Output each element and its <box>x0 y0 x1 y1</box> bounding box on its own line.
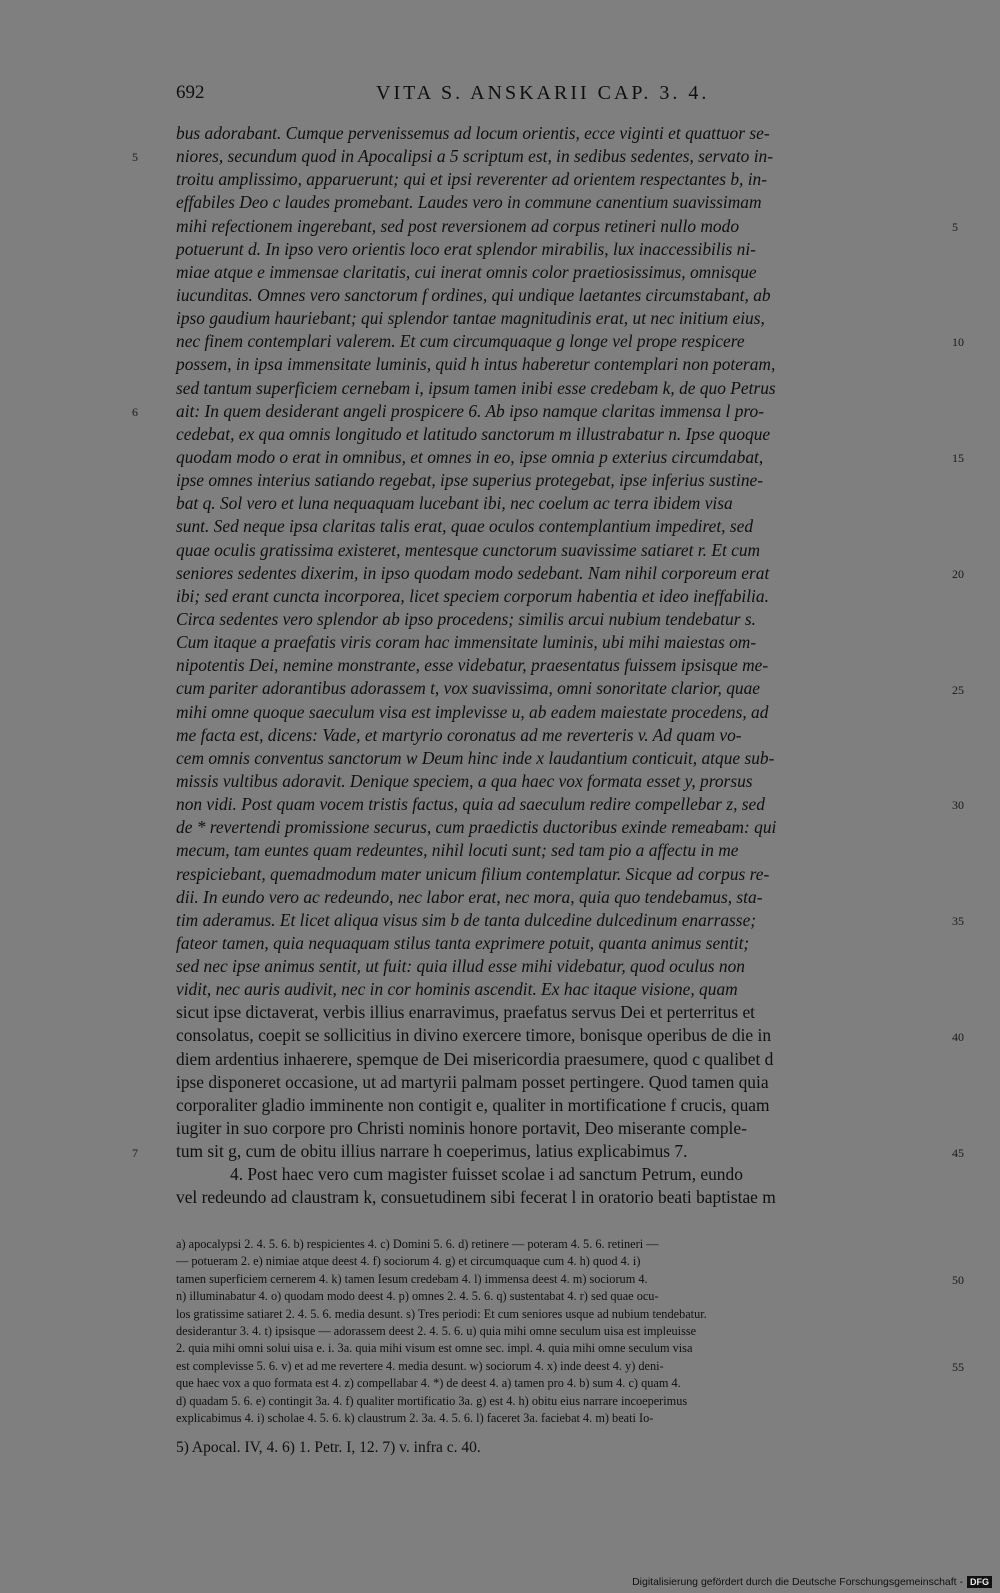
line-number: 50 <box>952 1272 964 1287</box>
digitization-footer <box>632 1576 992 1588</box>
text-line: quae oculis gratissima existeret, mentesque cunctorum suavissime satiaret r. Et cum <box>176 539 761 560</box>
text-line: seniores sedentes dixerim, in ipso quodam modo sedebant. Nam nihil corporeum erat <box>176 562 770 583</box>
text-line: respiciebant, quemadmodum mater unicum filium contemplatur. Sicque ad corpus re- <box>176 863 770 884</box>
line-number: 30 <box>952 798 964 813</box>
text-line: vidit, nec auris audivit, nec in cor hominis ascendit. Ex hac itaque visione, quam <box>176 979 738 1000</box>
source-note-marker: 6 <box>132 404 138 419</box>
source-note-marker: 5 <box>132 150 138 165</box>
text-line: tum sit g, cum de obitu illius narrare h coeperimus, latius explicabimus 7. <box>176 1141 688 1162</box>
footnote-line: d) quadam 5. 6. e) contingit 3a. 4. f) qualiter mortificatio 3a. g) est 4. h) obitu eius narrare incoeperimus <box>176 1393 688 1408</box>
footnote-line: — potueram 2. e) nimiae atque deest 4. f) sociorum 4. g) et circumquaque cum 4. h) quod 4. i) <box>176 1254 641 1269</box>
text-line: mihi omne quoque saeculum visa est implevisse u, ab eadem maiestate procedens, ad <box>176 701 769 722</box>
text-line: mecum, tam euntes quam redeuntes, nihil locuti sunt; sed tam pio a affectu in me <box>176 840 739 861</box>
text-line: bat q. Sol vero et luna nequaquam lucebant ibi, nec coelum ac terra ibidem visa <box>176 493 733 514</box>
source-note-marker: 7 <box>132 1145 138 1160</box>
line-number: 10 <box>952 335 964 350</box>
text-line: cem omnis conventus sanctorum w Deum hinc inde x laudantium conticuit, atque sub- <box>176 747 775 768</box>
text-line: ipse disponeret occasione, ut ad martyrii palmam posset pertingere. Quod tamen quia <box>176 1071 769 1092</box>
line-number: 5 <box>952 219 958 234</box>
text-line: cedebat, ex qua omnis longitudo et latitudo sanctorum m illustrabatur n. Ipse quoque <box>176 423 771 444</box>
text-line: missis vultibus adoravit. Denique speciem, a qua haec vox formata esset y, prorsus <box>176 770 753 791</box>
text-line: possem, in ipsa immensitate luminis, quid h intus haberetur contemplari non poteram, <box>176 354 776 375</box>
text-line: cum pariter adorantibus adorassem t, vox suavissima, omni sonoritate clarior, quae <box>176 678 761 699</box>
footnote-line: los gratissime satiaret 2. 4. 5. 6. media desunt. s) Tres periodi: Et cum seniores usque ad nubium tendebatur. <box>176 1306 707 1321</box>
footnote-line: n) illuminabatur 4. o) quodam modo deest 4. p) omnes 2. 4. 5. 6. q) sustentabat 4. r) sed quae ocu- <box>176 1289 659 1304</box>
footnote-line: explicabimus 4. i) scholae 4. 5. 6. k) claustrum 2. 3a. 4. 5. 6. l) faceret 3a. faciebat 4. m) beati Io- <box>176 1410 654 1425</box>
footnote-line: tamen superficiem cernerem 4. k) tamen Iesum credebam 4. l) immensa deest 4. m) sociorum 4. <box>176 1271 648 1286</box>
footnote-line: 2. quia mihi omni solui uisa e. i. 3a. quia mihi visum est omne sec. impl. 4. quia mihi omne seculum visa <box>176 1341 693 1356</box>
line-number: 55 <box>952 1359 964 1374</box>
text-line: Circa sedentes vero splendor ab ipso procedens; similis arcui nubium tendebatur s. <box>176 608 756 629</box>
text-line: iugiter in suo corpore pro Christi nominis honore portavit, Deo miserante comple- <box>176 1118 747 1139</box>
text-line: miae atque e immensae claritatis, cui inerat omnis color praetiosissimus, omnisque <box>176 261 757 282</box>
dfg-logo: DFG <box>967 1576 992 1588</box>
text-line: fateor tamen, quia nequaquam stilus tanta exprimere potuit, quanta animus sentit; <box>176 932 750 953</box>
text-line: sicut ipse dictaverat, verbis illius enarravimus, praefatus servus Dei et perterritus et <box>176 1002 756 1023</box>
footnote-line: a) apocalypsi 2. 4. 5. 6. b) respicientes 4. c) Domini 5. 6. d) retinere — poteram 4. 5. 6. retineri — <box>176 1237 659 1251</box>
text-line: niores, secundum quod in Apocalipsi a 5 scriptum est, in sedibus sedentes, servato in- <box>176 146 774 167</box>
text-line: ipse omnes interius satiando regebat, ipse superius protegebat, ipse inferius sustine- <box>176 470 764 491</box>
line-number: 15 <box>952 451 964 466</box>
text-line: me facta est, dicens: Vade, et martyrio coronatus ad me reverteris v. Ad quam vo- <box>176 724 742 745</box>
text-line: 4. Post haec vero cum magister fuisset scolae i ad sanctum Petrum, eundo <box>230 1164 743 1185</box>
footnote-line: est complevisse 5. 6. v) et ad me revertere 4. media desunt. w) sociorum 4. x) inde deest 4. y) deni- <box>176 1358 664 1373</box>
text-line: sed nec ipse animus sentit, ut fuit: quia illud esse mihi videbatur, quod oculus non <box>176 956 746 977</box>
text-line: ait: In quem desiderant angeli prospicere 6. Ab ipso namque claritas immensa l pro- <box>176 400 764 421</box>
text-line: vel redeundo ad claustram k, consuetudinem sibi fecerat l in oratorio beati baptistae m <box>176 1187 776 1208</box>
text-line: diem ardentius inhaerere, spemque de Dei misericordia praesumere, quod c qualibet d <box>176 1048 774 1069</box>
text-line: tim aderamus. Et licet aliqua visus sim b de tanta dulcedine dulcedinum enarrasse; <box>176 909 757 930</box>
line-number: 45 <box>952 1145 964 1160</box>
text-line: potuerunt d. In ipso vero orientis loco erat splendor mirabilis, lux inaccessibilis ni- <box>176 238 756 259</box>
line-number: 40 <box>952 1029 964 1044</box>
footnote-line: desiderantur 3. 4. t) ipsisque — adorassem deest 2. 4. 5. 6. u) quia mihi omne seculum uisa est impleuisse <box>176 1323 697 1338</box>
footnote-line: que haec vox a quo formata est 4. z) compellabar 4. *) de deest 4. a) tamen pro 4. b) sum 4. c) quam 4. <box>176 1376 681 1391</box>
text-line: de * revertendi promissione securus, cum praedictis ductoribus exinde remeabam: qui <box>176 817 777 838</box>
text-line: troitu amplissimo, apparuerunt; qui et ipsi reverenter ad orientem respectantes b, in- <box>176 169 768 190</box>
line-number: 35 <box>952 914 964 929</box>
text-line: ibi; sed erant cuncta incorporea, licet speciem corporum habentia et ideo ineffabilia. <box>176 585 769 606</box>
text-line: quodam modo o erat in omnibus, et omnes in eo, ipse omnia p exterius circumdabat, <box>176 446 764 467</box>
text-line: nec finem contemplari valerem. Et cum circumquaque g longe vel prope respicere <box>176 331 745 352</box>
main-text <box>176 122 938 1210</box>
text-line: non vidi. Post quam vocem tristis factus, quia ad saeculum redire compellebar z, sed <box>176 794 765 815</box>
reference-notes: 5) Apocal. IV, 4. 6) 1. Petr. I, 12. 7) v. infra c. 40. <box>176 1439 481 1456</box>
text-line: corporaliter gladio imminente non contigit e, qualiter in mortificatione f crucis, quam <box>176 1094 770 1115</box>
page-number: 692 <box>176 82 205 103</box>
text-line: mihi refectionem ingerebant, sed post reversionem ad corpus retineri nullo modo <box>176 215 740 236</box>
line-number: 20 <box>952 566 964 581</box>
line-number: 25 <box>952 682 964 697</box>
critical-apparatus <box>176 1236 946 1427</box>
text-line: sed tantum superficiem cernebam i, ipsum tamen inibi esse credebam k, de quo Petrus <box>176 377 776 398</box>
text-line: sunt. Sed neque ipsa claritas talis erat, quae oculos contemplantium impediret, sed <box>176 516 754 537</box>
text-line: consolatus, coepit se sollicitius in divino exercere timore, bonisque operibus de die in <box>176 1025 772 1046</box>
page-header <box>176 82 936 112</box>
text-line: dii. In eundo vero ac redeundo, nec labor erat, nec mora, quia quo tendebamus, sta- <box>176 886 763 907</box>
running-title: VITA S. ANSKARII CAP. 3. 4. <box>376 82 710 104</box>
text-line: effabiles Deo c laudes promebant. Laudes vero in commune canentium suavissimam <box>176 192 762 213</box>
text-line: iucunditas. Omnes vero sanctorum f ordines, qui undique laetantes circumstabant, ab <box>176 284 771 305</box>
text-line: bus adorabant. Cumque pervenissemus ad locum orientis, ecce viginti et quattuor se- <box>176 123 770 143</box>
text-line: ipso gaudium hauriebant; qui splendor tantae magnitudinis erat, ut nec initium eius, <box>176 308 765 329</box>
text-line: Cum itaque a praefatis viris coram hac immensitate luminis, ubi mihi maiestas om- <box>176 632 757 653</box>
footer-text: Digitalisierung gefördert durch die Deutsche Forschungsgemeinschaft - <box>632 1576 963 1588</box>
text-line: nipotentis Dei, nemine monstrante, esse videbatur, praesentatus fuissem ipsisque me- <box>176 655 769 676</box>
